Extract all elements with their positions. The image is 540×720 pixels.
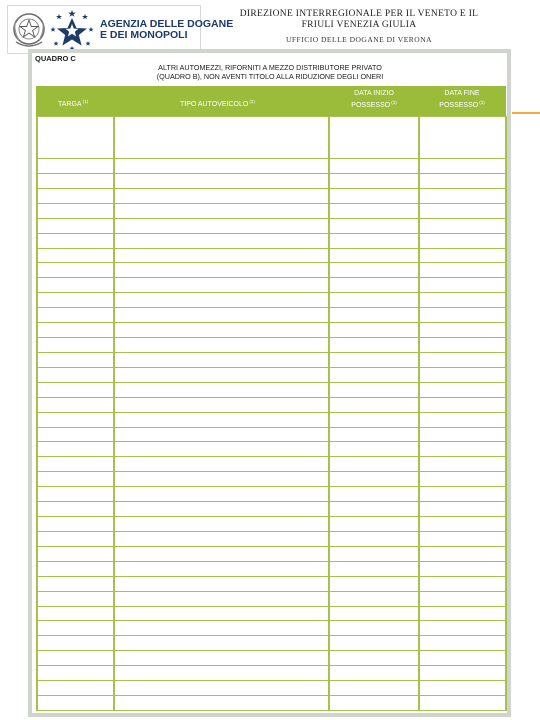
table-row-line [114,173,328,174]
table-row-line [114,576,328,577]
table-row-line [329,337,418,338]
table-row-line [36,382,113,383]
table-row-line [114,620,328,621]
table-row-line [419,650,505,651]
table-row-line [419,695,505,696]
table-row-line [329,501,418,502]
table-row-line [329,188,418,189]
table-row-line [36,591,113,592]
table-row-line [114,233,328,234]
table-row-line [114,382,328,383]
table-row-line [114,412,328,413]
table-row-line [329,262,418,263]
table-row-line [419,665,505,666]
table-row-line [419,218,505,219]
table-row-line [36,576,113,577]
section-title-line1: ALTRI AUTOMEZZI, RIFORNITI A MEZZO DISTRIBUTORE PRIVATO [158,63,382,72]
column-header-inizio-line2 [348,98,400,110]
table-row-line [114,248,328,249]
table-row-line [419,635,505,636]
table-row-line [329,412,418,413]
agency-logo [7,5,234,54]
table-row-line [114,203,328,204]
table-row-line [114,116,328,117]
table-row-line [329,116,418,117]
table-row-line [419,427,505,428]
column-header-targa-label: TARGA [58,101,82,108]
table-row-line [329,397,418,398]
table-row-line [114,635,328,636]
accent-line [512,112,540,114]
table-row-line [36,456,113,457]
section-title-line2: (QUADRO B), NON AVENTI TITOLO ALLA RIDUZIONE DEGLI ONERI [156,72,384,81]
table-row-line [114,665,328,666]
quadro-label: QUADRO C [35,54,76,63]
table-row-line [329,650,418,651]
table-row-line [36,307,113,308]
table-row-line [36,441,113,442]
table-row-line [36,262,113,263]
table-row-line [36,367,113,368]
table-row-line [419,307,505,308]
table-row-line [419,292,505,293]
table-row-line [36,665,113,666]
table-row-line [419,591,505,592]
table-row-line [419,576,505,577]
table-row-line [329,158,418,159]
table-row-line [329,710,418,711]
table-row-line [36,248,113,249]
table-row-line [114,695,328,696]
agency-name [100,18,234,41]
table-row-line [419,382,505,383]
table-row-line [329,307,418,308]
table-row-line [329,352,418,353]
column-header-data-inizio-possesso [348,89,400,110]
table-row-line [419,367,505,368]
table-row-line [36,203,113,204]
table-row-line [114,188,328,189]
column-header-data-fine-possesso [436,89,488,110]
column-header-fine-line2 [436,98,488,110]
table-row-line [329,516,418,517]
footnote-marker: (1) [82,99,89,104]
table-row-line [36,620,113,621]
table-row-line [36,292,113,293]
table-row-line [419,322,505,323]
table-row-line [36,635,113,636]
table-row-line [329,173,418,174]
table-row-line [419,233,505,234]
table-row-line [114,441,328,442]
table-row-line [419,248,505,249]
footnote-marker: (3) [479,100,485,105]
table-row-line [419,501,505,502]
table-row-line [36,650,113,651]
table-row-line [329,576,418,577]
column-header-inizio-line1: DATA INIZIO [354,90,394,97]
table-row-line [36,158,113,159]
table-row-line [114,561,328,562]
table-row-line [114,486,328,487]
table-row-line [329,203,418,204]
table-row-line [36,531,113,532]
table-row-line [329,218,418,219]
table-row-line [329,233,418,234]
table-row-line [36,337,113,338]
table-row-line [329,620,418,621]
column-header-tipo-label: TIPO AUTOVEICOLO [180,101,249,108]
table-row-line [36,680,113,681]
table-row-line [419,262,505,263]
table-row-line [329,680,418,681]
table-row-line [419,606,505,607]
table-row-line [419,561,505,562]
table-row-line [114,158,328,159]
table-row-line [36,546,113,547]
italian-republic-emblem-icon [11,10,47,50]
agency-name-line2: E DEI MONOPOLI [100,29,188,41]
table-column-line [506,116,507,711]
table-row-line [114,471,328,472]
table-row-line [36,501,113,502]
table-row-line [114,292,328,293]
table-column-line [329,116,330,711]
table-row-line [419,337,505,338]
table-row-line [36,427,113,428]
column-header-inizio-line2-text: POSSESSO [351,102,391,109]
table-column-line [37,116,38,711]
section-title [120,63,420,81]
table-row-line [36,695,113,696]
table-row-line [36,412,113,413]
table-row-line [36,352,113,353]
table-row-line [419,352,505,353]
table-row-line [329,606,418,607]
table-row-line [36,606,113,607]
table-row-line [419,277,505,278]
table-row-line [114,501,328,502]
table-row-line [329,486,418,487]
table-row-line [419,486,505,487]
table-row-line [419,397,505,398]
table-row-line [114,546,328,547]
table-row-line [419,203,505,204]
agency-name-line1: AGENZIA DELLE DOGANE [100,18,234,30]
table-row-line [329,367,418,368]
page-subtitle: UFFICIO DELLE DOGANE DI VERONA [285,35,433,44]
table-row-line [114,322,328,323]
table-row-line [36,322,113,323]
page-title-line2: FRIULI VENEZIA GIULIA [301,20,417,30]
table-row-line [36,173,113,174]
table-row-line [419,471,505,472]
table-row-line [114,352,328,353]
table-row-line [419,173,505,174]
table-row-line [36,516,113,517]
table-row-line [36,188,113,189]
table-row-line [419,158,505,159]
table-row-line [419,680,505,681]
table-row-line [36,397,113,398]
table-row-line [329,561,418,562]
table-row-line [36,561,113,562]
table-row-line [329,382,418,383]
table-row-line [329,456,418,457]
table-row-line [329,292,418,293]
table-row-line [329,546,418,547]
table-row-line [329,322,418,323]
table-row-line [36,486,113,487]
table-row-line [114,591,328,592]
column-header-targa [58,97,88,109]
column-header-tipo-autoveicolo [180,97,255,109]
table-row-line [114,606,328,607]
table-row-line [114,531,328,532]
table-row-line [419,516,505,517]
table-row-line [114,307,328,308]
table-row-line [419,620,505,621]
table-row-line [114,397,328,398]
page-title-line1: DIREZIONE INTERREGIONALE PER IL VENETO E IL [239,9,479,19]
table-row-line [329,441,418,442]
table-column-line [419,116,420,711]
table-row-line [329,471,418,472]
table-row-line [36,277,113,278]
footnote-marker: (2) [249,99,255,104]
table-row-line [329,531,418,532]
table-row-line [329,427,418,428]
table-row-line [329,665,418,666]
table-row-line [419,441,505,442]
table-row-line [36,710,113,711]
table-row-line [419,531,505,532]
table-row-line [329,635,418,636]
column-header-fine-line2-text: POSSESSO [439,102,479,109]
table-row-line [419,710,505,711]
table-row-line [114,516,328,517]
stars-logo-icon [50,9,94,52]
table-row-line [419,456,505,457]
table-row-line [419,546,505,547]
table-row-line [114,277,328,278]
table-row-line [419,188,505,189]
table-row-line [36,116,113,117]
table-row-line [329,591,418,592]
table-row-line [114,262,328,263]
form-sheet [32,53,507,713]
table-row-line [36,218,113,219]
table-row-line [36,233,113,234]
table-row-line [329,695,418,696]
table-row-line [36,471,113,472]
table-row-line [114,456,328,457]
table-row-line [114,218,328,219]
table-row-line [114,367,328,368]
column-header-fine-line1: DATA FINE [444,90,480,97]
page-title [214,9,504,31]
table-row-line [114,710,328,711]
table-row-line [329,248,418,249]
table-row-line [114,650,328,651]
table-row-line [329,277,418,278]
table-column-line [114,116,115,711]
table-row-line [114,680,328,681]
table-row-line [419,412,505,413]
table-row-line [419,116,505,117]
footnote-marker: (3) [391,100,397,105]
table-row-line [114,337,328,338]
table-row-line [114,427,328,428]
